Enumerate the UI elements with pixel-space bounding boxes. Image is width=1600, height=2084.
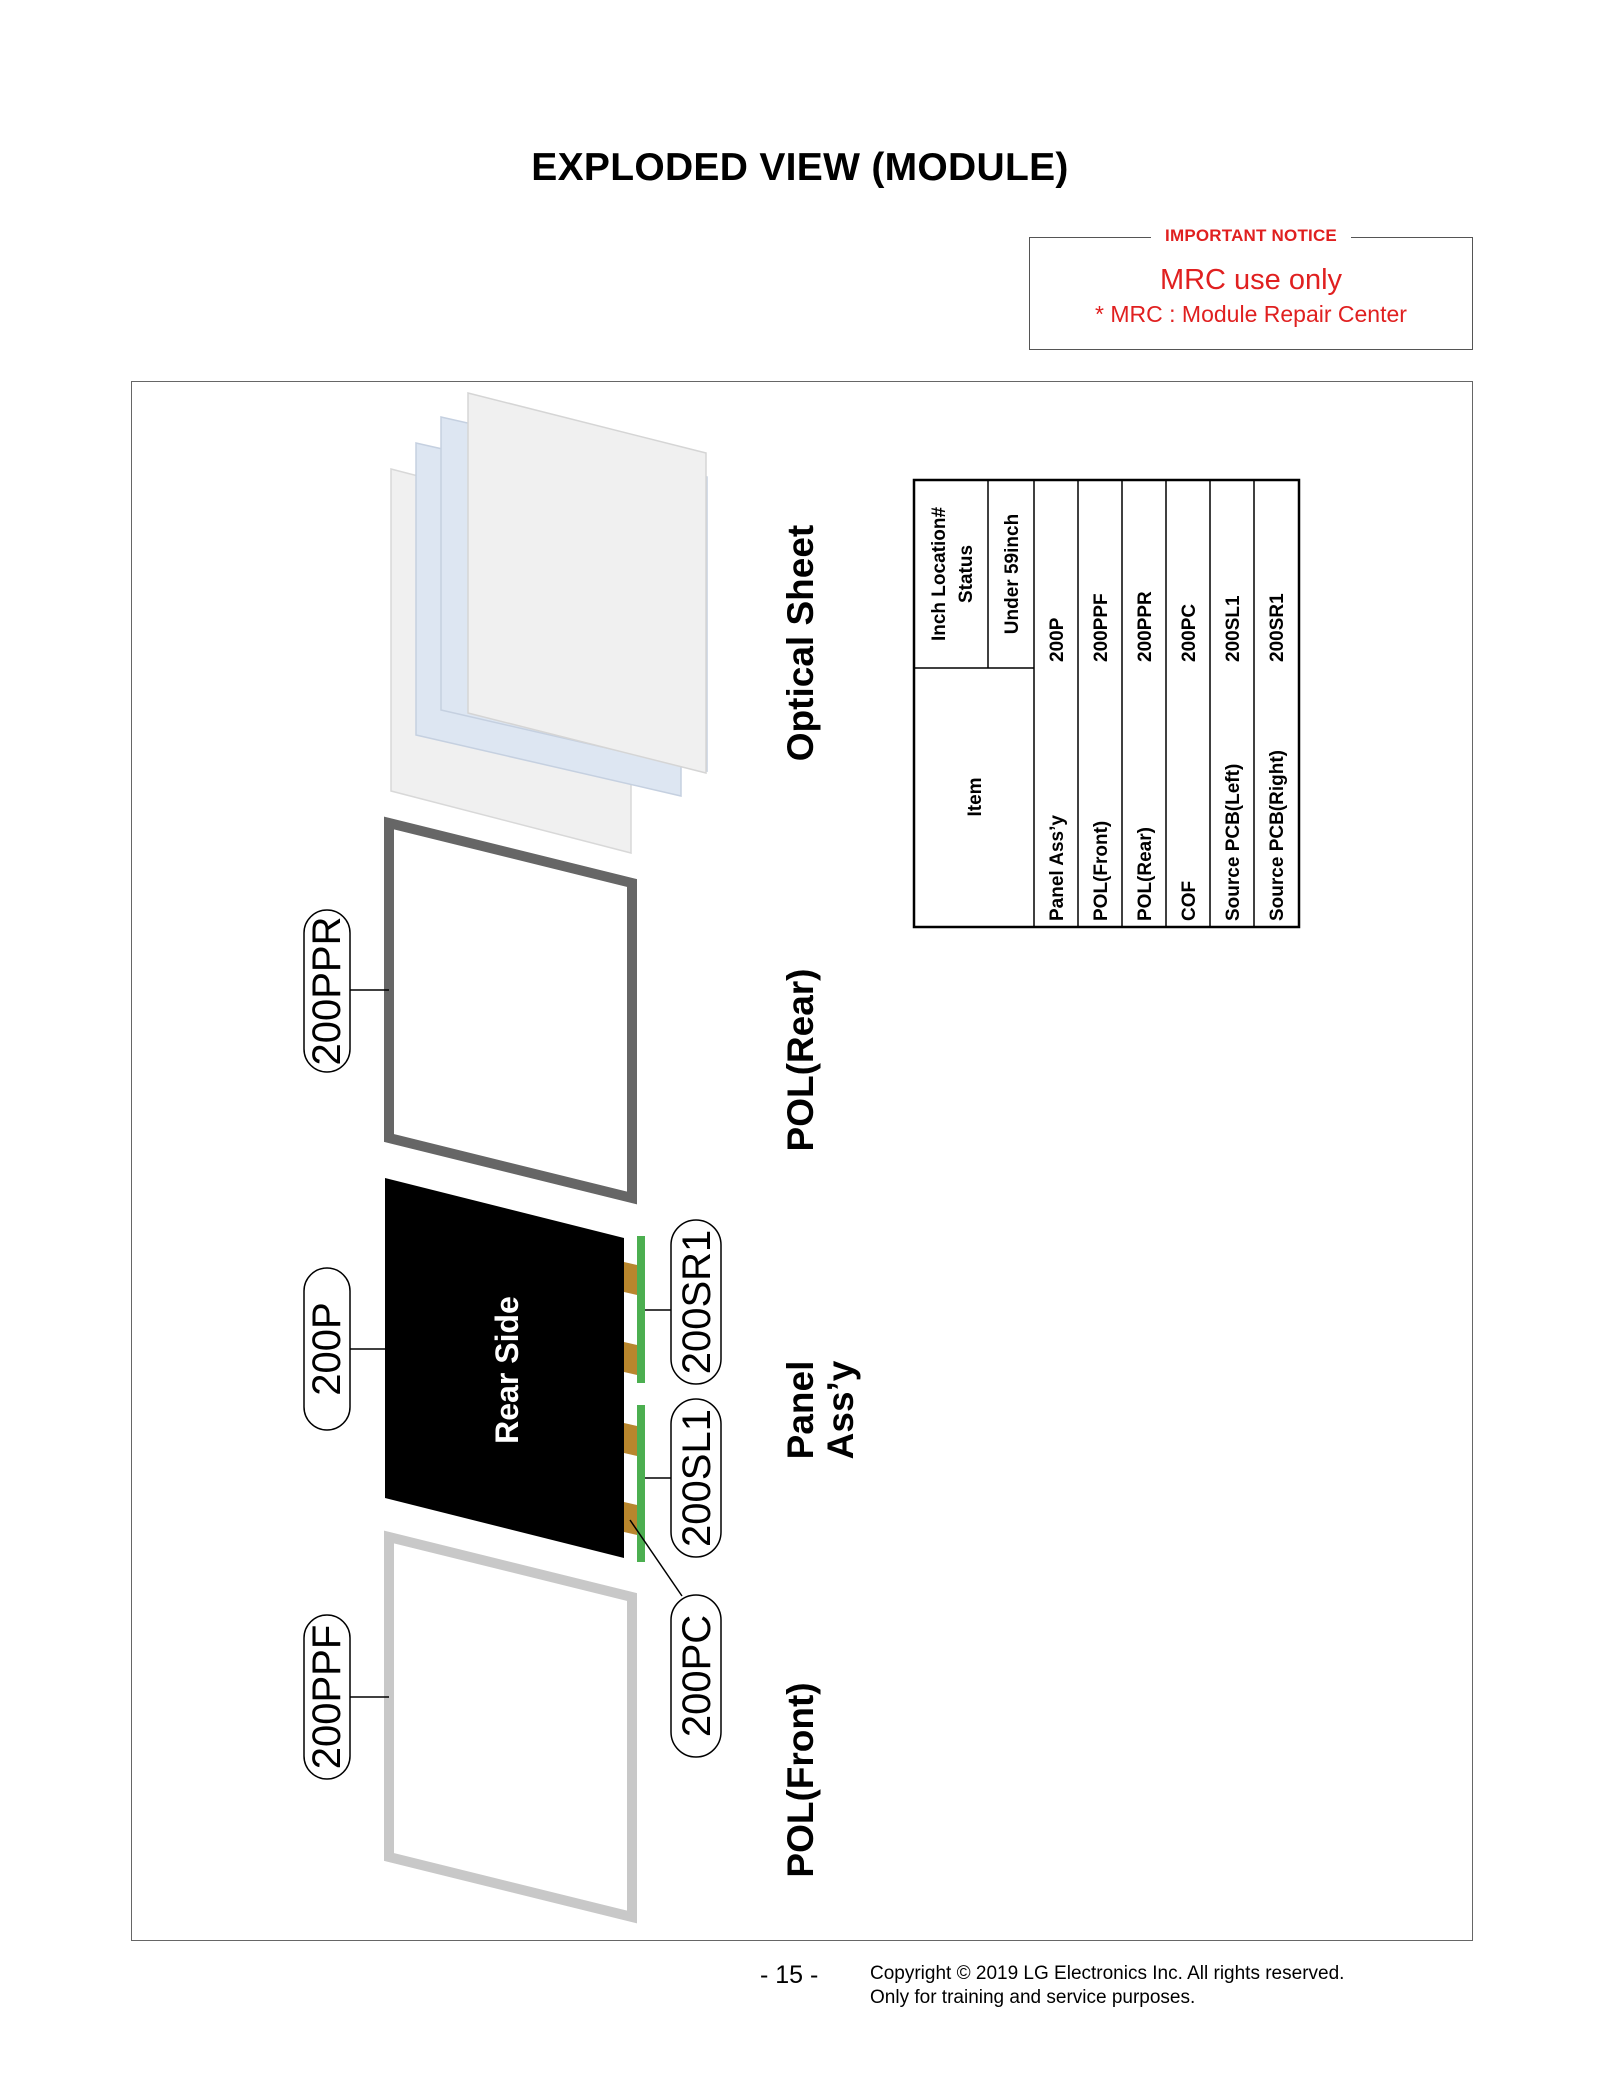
table-row-location: 200SL1 xyxy=(1223,595,1244,662)
pol-rear-frame xyxy=(389,823,632,1198)
optical-sheet-top xyxy=(468,393,706,773)
table-row-item: POL(Rear) xyxy=(1135,827,1156,921)
table-header-location-2: Status xyxy=(956,544,977,604)
table-row-item: COF xyxy=(1179,880,1200,921)
table-row-location: 200PC xyxy=(1179,603,1200,662)
table-row-location: 200P xyxy=(1047,617,1068,662)
copyright-line-1: Copyright © 2019 LG Electronics Inc. All rights reserved. xyxy=(870,1963,1345,1984)
source-pcb-left xyxy=(637,1405,645,1562)
label-panel-line2: Ass’y xyxy=(820,1360,861,1460)
callout-200pc: 200PC xyxy=(675,1614,719,1738)
table-header-location-1: Inch Location# xyxy=(929,506,950,642)
table-row-item: Panel Ass’y xyxy=(1047,815,1068,921)
label-panel-line1: Panel xyxy=(780,1360,821,1460)
table-row-item: Source PCB(Right) xyxy=(1267,750,1288,921)
table-row-item: POL(Front) xyxy=(1091,820,1112,921)
notice-heading: IMPORTANT NOTICE xyxy=(1151,226,1351,245)
table-header-item: Item xyxy=(965,777,986,817)
cof-tab-3 xyxy=(624,1423,637,1456)
notice-main-text: MRC use only xyxy=(1159,264,1343,296)
table-row-location: 200SR1 xyxy=(1267,593,1288,662)
label-pol-front: POL(Front) xyxy=(780,1682,821,1878)
location-table xyxy=(914,480,1299,927)
callout-200sr1: 200SR1 xyxy=(675,1229,719,1375)
copyright-line-2: Only for training and service purposes. xyxy=(870,1987,1196,2008)
callout-200sl1: 200SL1 xyxy=(675,1409,719,1547)
copyright-notice xyxy=(870,1962,1344,2010)
callout-200p: 200P xyxy=(305,1302,349,1396)
cof-tab-2 xyxy=(624,1342,637,1375)
table-row-item: Source PCB(Left) xyxy=(1223,763,1244,921)
label-optical-sheet: Optical Sheet xyxy=(780,524,821,762)
callout-200ppf: 200PPF xyxy=(305,1624,349,1770)
table-header-size: Under 59inch xyxy=(1002,513,1023,635)
source-pcb-right xyxy=(637,1236,645,1383)
page-number: - 15 - xyxy=(760,1961,819,1989)
callout-200ppr: 200PPR xyxy=(305,916,349,1066)
cof-tab-4 xyxy=(624,1502,637,1535)
table-row-location: 200PPR xyxy=(1135,591,1156,662)
cof-tab-1 xyxy=(624,1262,637,1295)
label-pol-rear: POL(Rear) xyxy=(780,968,821,1152)
notice-sub-text: * MRC : Module Repair Center xyxy=(1095,301,1407,327)
pol-front-frame xyxy=(389,1537,632,1917)
page-title: EXPLODED VIEW (MODULE) xyxy=(531,146,1069,189)
table-row-location: 200PPF xyxy=(1091,593,1112,662)
rear-side-label: Rear Side xyxy=(489,1296,525,1444)
